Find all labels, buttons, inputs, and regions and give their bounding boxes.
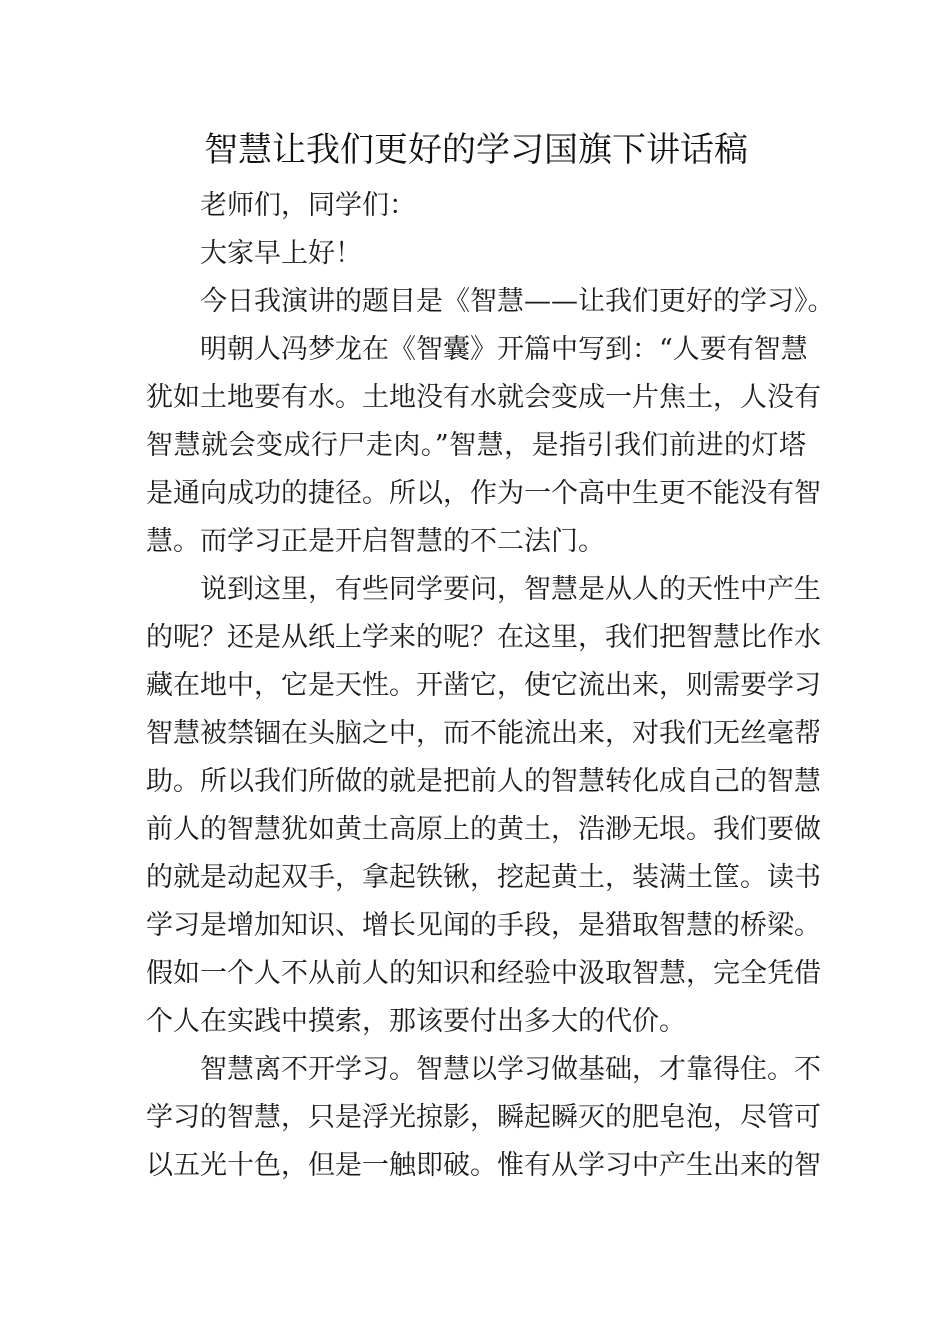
paragraph-line: 助。所以我们所做的就是把前人的智慧转化成自己的智慧 <box>146 766 821 797</box>
paragraph-line: 智慧离不开学习。智慧以学习做基础，才靠得住。不 <box>200 1054 821 1085</box>
paragraph-line: 藏在地中，它是天性。开凿它，使它流出来，则需要学习 <box>146 670 821 701</box>
paragraph-line: 学习是增加知识、增长见闻的手段，是猎取智慧的桥梁。 <box>146 910 821 941</box>
paragraph-line: 是通向成功的捷径。所以，作为一个高中生更不能没有智 <box>146 478 821 509</box>
paragraph-line: 假如一个人不从前人的知识和经验中汲取智慧，完全凭借 <box>146 958 821 989</box>
paragraph-line: 说到这里，有些同学要问，智慧是从人的天性中产生 <box>200 574 821 605</box>
paragraph-line: 大家早上好！ <box>200 238 362 269</box>
paragraph-line: 学习的智慧，只是浮光掠影，瞬起瞬灭的肥皂泡，尽管可 <box>146 1102 821 1133</box>
paragraph-line: 前人的智慧犹如黄土高原上的黄土，浩渺无垠。我们要做 <box>146 814 821 845</box>
paragraph-line: 的就是动起双手，拿起铁锹，挖起黄土，装满土筐。读书 <box>146 862 821 893</box>
paragraph-line: 个人在实践中摸索，那该要付出多大的代价。 <box>146 1006 686 1037</box>
paragraph-line: 慧。而学习正是开启智慧的不二法门。 <box>146 526 605 557</box>
paragraph-line: 智慧被禁锢在头脑之中，而不能流出来，对我们无丝毫帮 <box>146 718 821 749</box>
paragraph-line: 明朝人冯梦龙在《智囊》开篇中写到：“人要有智慧 <box>200 334 808 365</box>
paragraph-line: 以五光十色，但是一触即破。惟有从学习中产生出来的智 <box>146 1150 821 1181</box>
paragraph-line: 老师们，同学们： <box>200 190 416 221</box>
paragraph-line: 智慧就会变成行尸走肉。”智慧，是指引我们前进的灯塔 <box>146 430 806 461</box>
paragraph-line: 的呢？还是从纸上学来的呢？在这里，我们把智慧比作水 <box>146 622 821 653</box>
paragraph-line: 犹如土地要有水。土地没有水就会变成一片焦土，人没有 <box>146 382 821 413</box>
document-body <box>146 182 835 1190</box>
paragraph-line: 今日我演讲的题目是《智慧——让我们更好的学习》。 <box>200 286 835 317</box>
document-title: 智慧让我们更好的学习国旗下讲话稿 <box>204 130 748 170</box>
